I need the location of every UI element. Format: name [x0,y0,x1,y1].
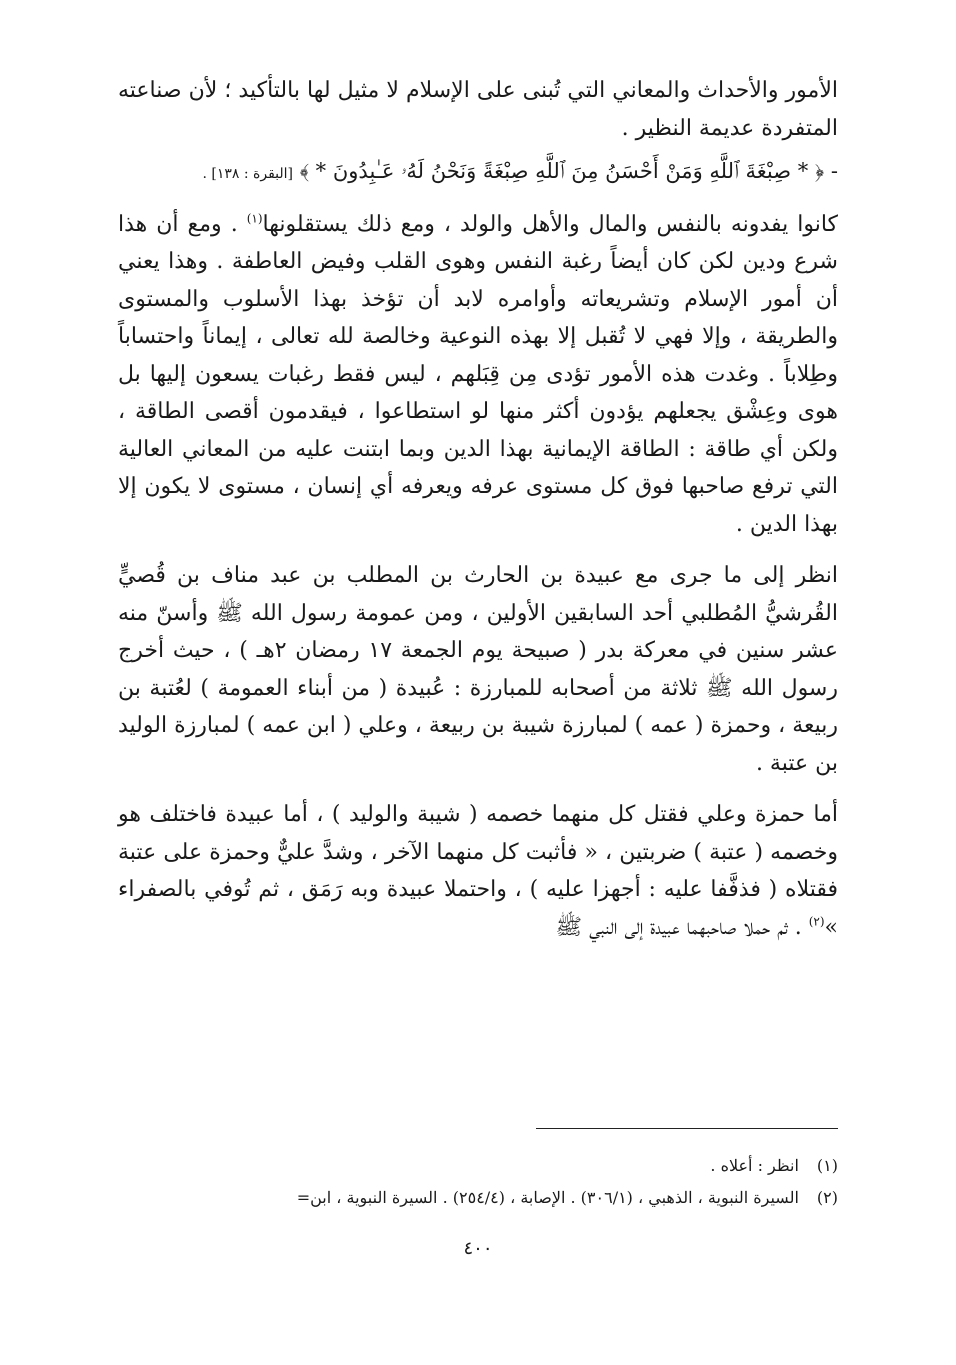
footnotes [118,1150,838,1214]
footnote-number: (٢) [816,1188,838,1207]
paragraph-4 [118,796,838,946]
footnote-text: السيرة النبوية ، الذهبي ، (٣٠٦/١) . الإصابة ، (٢٥٤/٤) . السيرة النبوية ، ابن= [296,1188,799,1207]
footnote-item [118,1182,838,1214]
quran-verse-line [118,153,838,194]
paragraph-2 [118,206,838,544]
footnote-separator [536,1128,838,1129]
footnote-item [118,1150,838,1182]
page-number: ٤٠٠ [463,1238,493,1259]
paragraph-2-end: . ومع أن هذا شرع ودين لكن كان أيضاً رغبة النفس وهوى القلب وفيض العاطفة . وهذا يعني أن أمور الإسلام وتشريعاته وأوامره لابد أن تؤخذ بهذا الأسلوب والمستوى والطريقة ، وإلا فهي لا تُقبل إلا بهذه النوعية وخالصة لله تعالى ، إيماناً واحتساباً وطِلاباً . وغدت هذه الأمور تؤدى مِن قِبَلهم ، ليس فقط رغبات يسعون إليها بل هوى وعِشْق يجعلهم يؤدون أكثر منها لو استطاعوا ، فيقدمون أقصى الطاقة ، ولكن أي طاقة : الطاقة الإيمانية بهذا الدين وبما ابتنت عليه من المعاني العالية التي ترفع صاحبها فوق كل مستوى عرفه ويعرفه أي إنسان ، مستوى لا يكون إلا بهذا الدين . [118,211,838,537]
main-text [118,72,838,960]
paragraph-4-end: . ثم حملا صاحبهما عبيدة إلى النبي ﷺ [555,914,809,940]
quran-reference: [البقرة : ١٣٨] . [202,166,294,182]
quran-verse: - ﴿ * صِبْغَةَ ٱللَّهِ وَمَنْ أَحْسَنُ مِنَ ٱللَّهِ صِبْغَةً وَنَحْنُ لَهُۥ عَـٰبِدُونَ * ﴾ [299,159,838,183]
footnote-marker-1: (١) [246,211,263,226]
paragraph-2-start: كانوا يفدونه بالنفس والمال والأهل والولد ، ومع ذلك يستقلونها [262,211,838,237]
paragraph-4-start: أما حمزة وعلي فقتل كل منهما خصمه ( شيبة والوليد ) ، أما عبيدة فاختلف هو وخصمه ( عتبة ) ضربتين ، « فأثبت كل منهما الآخر ، وشدَّ عليٌّ وحمزة على عتبة فقتلاه ( فذفَّفا عليه : أجهزا عليه ) ، واحتملا عبيدة وبه رَمَق ، ثم تُوفي بالصفراء » [118,802,838,940]
paragraph-1: الأمور والأحداث والمعاني التي تُبنى على الإسلام لا مثيل لها بالتأكيد ؛ لأن صناعته المتفردة عديمة النظير . [118,78,838,141]
footnote-text: انظر : أعلاه . [710,1156,799,1175]
footnote-marker-2: (٢) [808,914,825,929]
footnote-number: (١) [816,1156,838,1175]
paragraph-3: انظر إلى ما جرى مع عبيدة بن الحارث بن المطلب بن عبد مناف بن قُصيٍّ القُرشيُّ المُطلبي أحد السابقين الأولين ، ومن عمومة رسول الله ﷺ وأسنّ منه عشر سنين في معركة بدر ( صبيحة يوم الجمعة ١٧ رمضان ٢هـ ) ، حيث أخرج رسول الله ﷺ ثلاثة من أصحابه للمبارزة : عُبيدة ( من أبناء العمومة ) لعُتبة بن ربيعة ، وحمزة ( عمه ) لمبارزة شيبة بن ربيعة ، وعلي ( ابن عمه ) لمبارزة الوليد بن عتبة . [118,563,838,776]
